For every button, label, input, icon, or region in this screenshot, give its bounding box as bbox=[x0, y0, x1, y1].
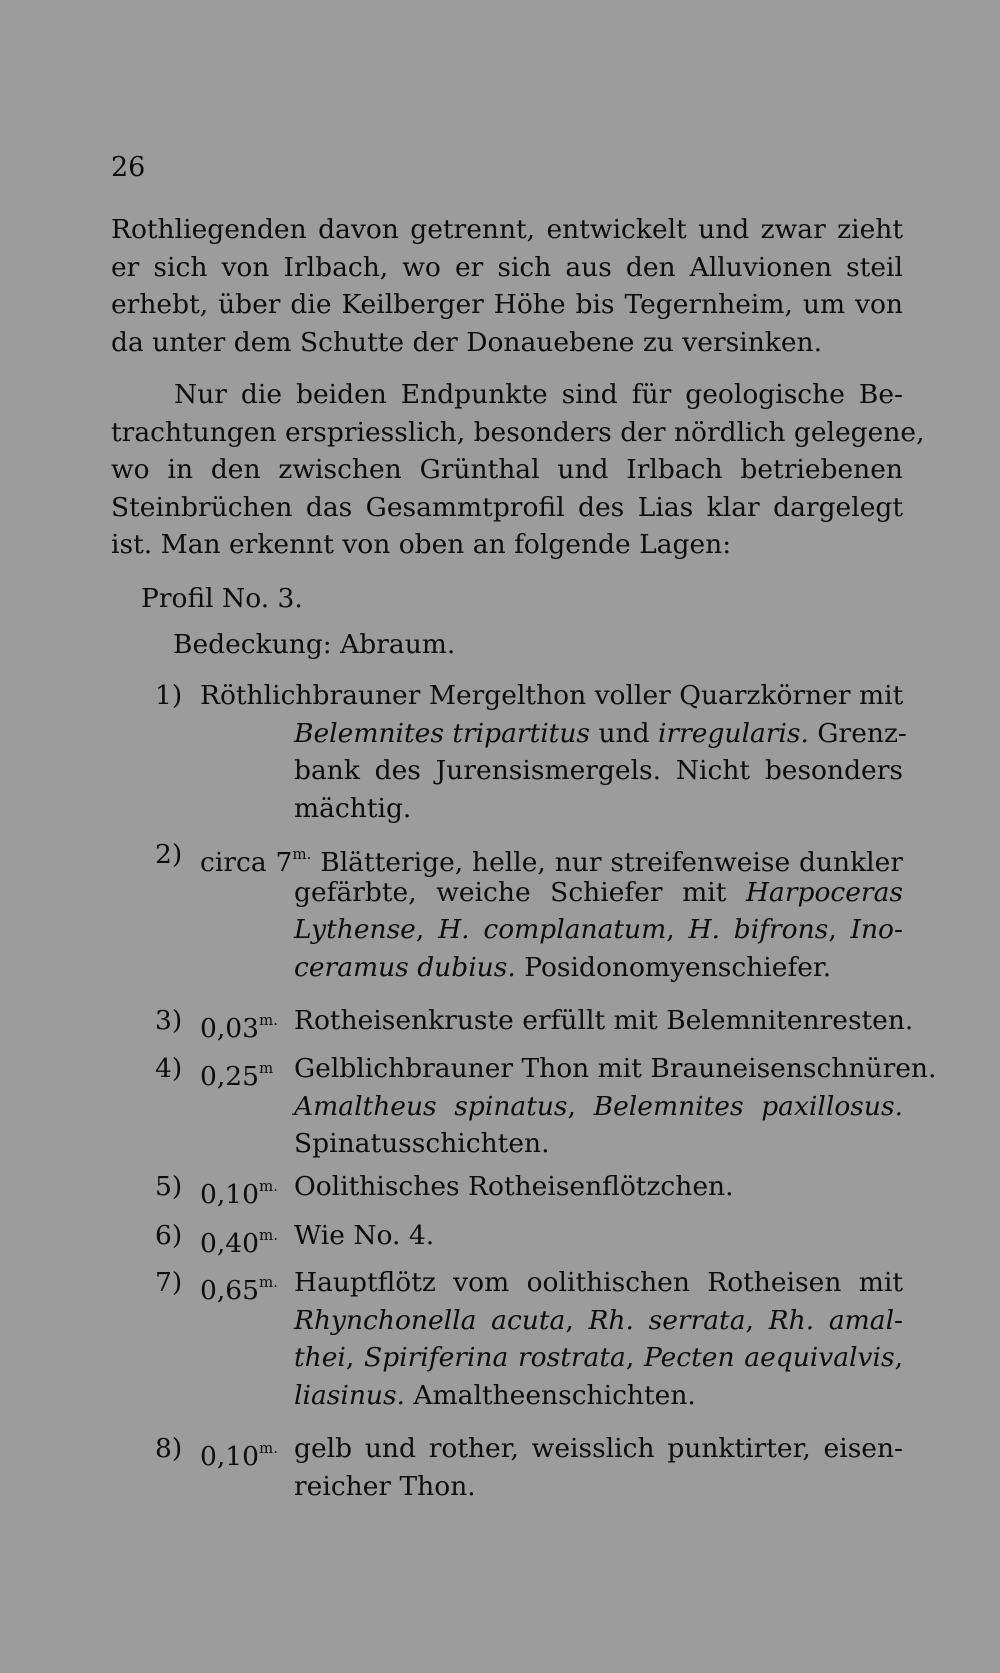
layer-number: 6) bbox=[155, 1220, 183, 1251]
layer-number: 5) bbox=[155, 1171, 183, 1202]
layer-thickness: $0,03^{m.}$ bbox=[200, 1011, 279, 1044]
unit: m. bbox=[292, 845, 312, 863]
text-line: gefärbte, weiche Schiefer mit Harpoceras bbox=[294, 876, 903, 908]
text-line-fossils: liasinus. Amaltheenschichten. bbox=[294, 1379, 696, 1411]
text-line: Wie No. 4. bbox=[294, 1220, 435, 1251]
text-line: Röthlichbrauner Mergelthon voller Quarzkörner mit bbox=[200, 680, 904, 711]
text-line: Steinbrüchen das Gesammtprofil des Lias klar dargelegt bbox=[111, 491, 903, 523]
text-line: erhebt, über die Keilberger Höhe bis Tegernheim, um von bbox=[111, 289, 903, 321]
layer-number: 3) bbox=[155, 1005, 183, 1036]
text-line: mächtig. bbox=[294, 792, 412, 824]
text-line: ceramus dubius. Posidonomyenschiefer. bbox=[294, 951, 832, 983]
text-line-fossils: thei, Spiriferina rostrata, Pecten aequivalvis, bbox=[294, 1342, 903, 1374]
layer-description bbox=[200, 836, 903, 986]
text-line: gelb und rother, weisslich punktirter, eisen- bbox=[294, 1433, 903, 1464]
layer-number: 1) bbox=[155, 680, 183, 711]
layer-thickness: $0,40^{m.}$ bbox=[200, 1226, 279, 1259]
profile-heading: Profil No. 3. bbox=[141, 583, 303, 614]
text-line: Rotheisenkruste erfüllt mit Belemnitenresten. bbox=[294, 1005, 914, 1036]
text-line: ist. Man erkennt von oben an folgende Lagen: bbox=[111, 529, 732, 561]
text-line: er sich von Irlbach, wo er sich aus den Alluvionen steil bbox=[111, 251, 903, 283]
layer-description bbox=[294, 1217, 903, 1255]
text-line-fossils: Amaltheus spinatus, Belemnites paxillosus. bbox=[294, 1090, 903, 1122]
layer-description bbox=[294, 1168, 903, 1206]
text-line: bank des Jurensismergels. Nicht besonders bbox=[294, 755, 903, 787]
text-line: Rothliegenden davon getrennt, entwickelt und zwar zieht bbox=[111, 214, 903, 245]
text-line: Nur die beiden Endpunkte sind für geologische Be- bbox=[174, 379, 903, 410]
layer-description bbox=[294, 1430, 903, 1505]
layer-thickness: 0,25$^m$ bbox=[200, 1059, 274, 1092]
text-line-fossils: Rhynchonella acuta, Rh. serrata, Rh. amal- bbox=[294, 1304, 903, 1336]
cover-layer: Bedeckung: Abraum. bbox=[173, 629, 456, 660]
text-line: wo in den zwischen Grünthal und Irlbach betriebenen bbox=[111, 454, 903, 486]
layer-thickness: $0,10^{m.}$ bbox=[200, 1439, 279, 1472]
paragraph-continued bbox=[111, 211, 903, 361]
layer-description bbox=[200, 677, 907, 827]
paragraph-endpoints bbox=[111, 376, 925, 564]
text-line: da unter dem Schutte der Donauebene zu versinken. bbox=[111, 326, 822, 358]
text-line: Oolithisches Rotheisenflötzchen. bbox=[294, 1171, 734, 1202]
text-line: Lythense, H. complanatum, H. bifrons, Ino- bbox=[294, 914, 903, 946]
text-line: trachtungen erspriesslich, besonders der nördlich gelegene, bbox=[111, 416, 925, 448]
layer-thickness: circa 7 bbox=[200, 847, 293, 878]
layer-thickness: $0,65^{m.}$ bbox=[200, 1273, 279, 1306]
layer-number: 4) bbox=[155, 1053, 183, 1084]
text-line: reicher Thon. bbox=[294, 1470, 476, 1502]
layer-number: 2) bbox=[155, 839, 183, 870]
text-line: Gelblichbrauner Thon mit Brauneisenschnüren. bbox=[294, 1053, 937, 1084]
layer-description bbox=[294, 1264, 903, 1414]
text-line: Hauptflötz vom oolithischen Rotheisen mit bbox=[294, 1267, 903, 1298]
layer-description bbox=[294, 1002, 914, 1040]
text-line: Spinatusschichten. bbox=[294, 1128, 550, 1160]
layer-number: 8) bbox=[155, 1433, 183, 1464]
layer-number: 7) bbox=[155, 1267, 183, 1298]
page-number: 26 bbox=[111, 152, 146, 183]
layer-thickness: $0,10^{m.}$ bbox=[200, 1177, 279, 1210]
text-line-fossils: Belemnites tripartitus und irregularis. Grenz- bbox=[294, 717, 907, 749]
layer-description bbox=[294, 1050, 937, 1163]
text-line: circa $7^{m.}$ Blätterige, helle, nur streifenweise dunkler bbox=[200, 845, 903, 878]
